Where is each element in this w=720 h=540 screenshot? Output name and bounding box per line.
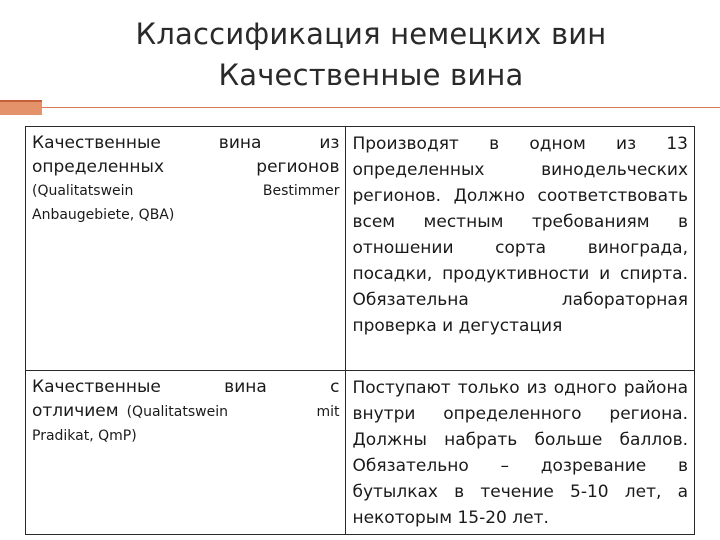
category-name: Качественные вина с	[32, 377, 340, 397]
category-name-cont	[32, 399, 339, 424]
table-row	[26, 127, 695, 371]
title-line-2: Качественные вина	[218, 58, 524, 92]
table-cell-category	[26, 127, 346, 371]
accent-divider-line	[42, 107, 720, 108]
title-line-1: Классификация немецких вин	[135, 17, 607, 51]
category-name-word: отличием	[32, 401, 119, 421]
category-description: Производят в одном из 13 определенных винодельческих регионов. Должно соответствовать всем местным требованиям в отношении сорта винограда, посадки, продуктивности и спирта. Обязательна лабораторная проверка и дегустация	[352, 134, 688, 336]
accent-square-edge	[0, 100, 42, 102]
category-name: Качественные вина из определенных регионов	[32, 133, 340, 177]
category-description: Поступают только из одного района внутри определенного региона. Должны набрать больше баллов. Обязательно – дозревание в бутылках в течение 5-10 лет, а некоторым 15-20 лет.	[352, 378, 688, 528]
category-german-name-cont: Anbaugebiete, QBA)	[32, 207, 175, 223]
category-german-name-cont: Pradikat, QmP)	[32, 428, 137, 444]
accent-square	[0, 100, 42, 115]
classification-table	[25, 126, 695, 535]
table-row	[26, 371, 695, 535]
slide-title	[0, 14, 720, 96]
category-german-name: (Qualitatswein mit	[126, 404, 340, 420]
table-cell-description	[346, 371, 695, 535]
category-german-name: (Qualitatswein Bestimmer	[32, 183, 340, 199]
table-cell-description	[346, 127, 695, 371]
table-cell-category	[26, 371, 346, 535]
